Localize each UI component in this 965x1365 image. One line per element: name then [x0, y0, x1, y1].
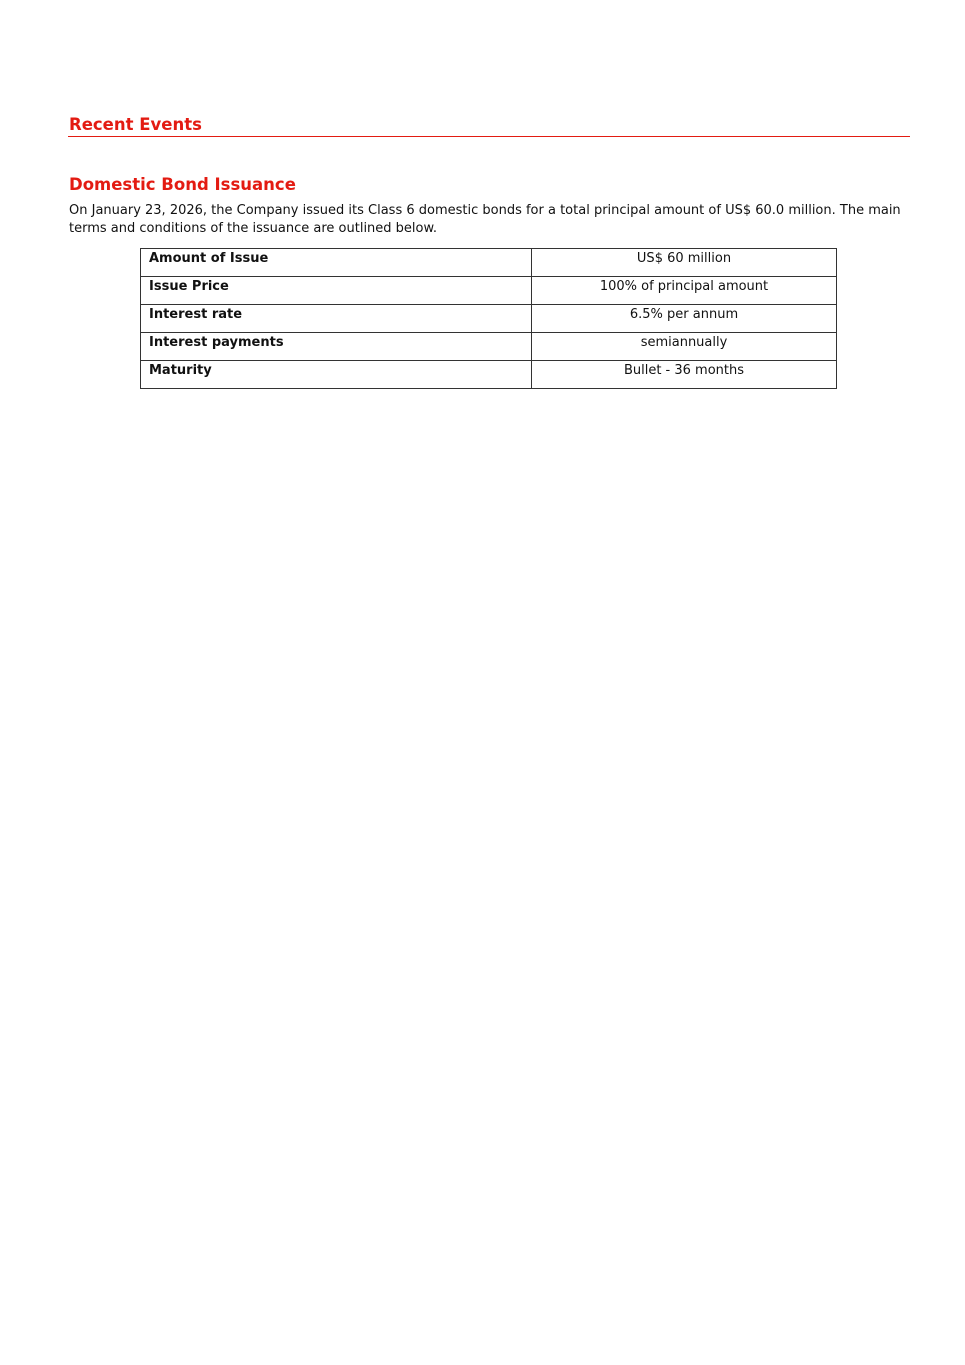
document-page	[68, 114, 910, 389]
term-label: Interest payments	[141, 333, 532, 361]
bond-terms-table	[140, 248, 837, 389]
bond-issuance-description: On January 23, 2026, the Company issued its Class 6 domestic bonds for a total principal amount of US$ 60.0 million. The main terms and conditions of the issuance are outlined below.	[69, 203, 901, 236]
table-row	[141, 249, 837, 277]
section-divider	[68, 136, 910, 137]
term-value: semiannually	[532, 333, 837, 361]
term-value: US$ 60 million	[532, 249, 837, 277]
section-title: Recent Events	[69, 115, 202, 134]
table-row	[141, 333, 837, 361]
term-value: 100% of principal amount	[532, 277, 837, 305]
table-row	[141, 305, 837, 333]
term-label: Issue Price	[141, 277, 532, 305]
term-label: Amount of Issue	[141, 249, 532, 277]
table-row	[141, 277, 837, 305]
term-value: 6.5% per annum	[532, 305, 837, 333]
term-label: Maturity	[141, 361, 532, 389]
term-value: Bullet - 36 months	[532, 361, 837, 389]
bond-issuance-title: Domestic Bond Issuance	[69, 175, 296, 194]
table-row	[141, 361, 837, 389]
term-label: Interest rate	[141, 305, 532, 333]
